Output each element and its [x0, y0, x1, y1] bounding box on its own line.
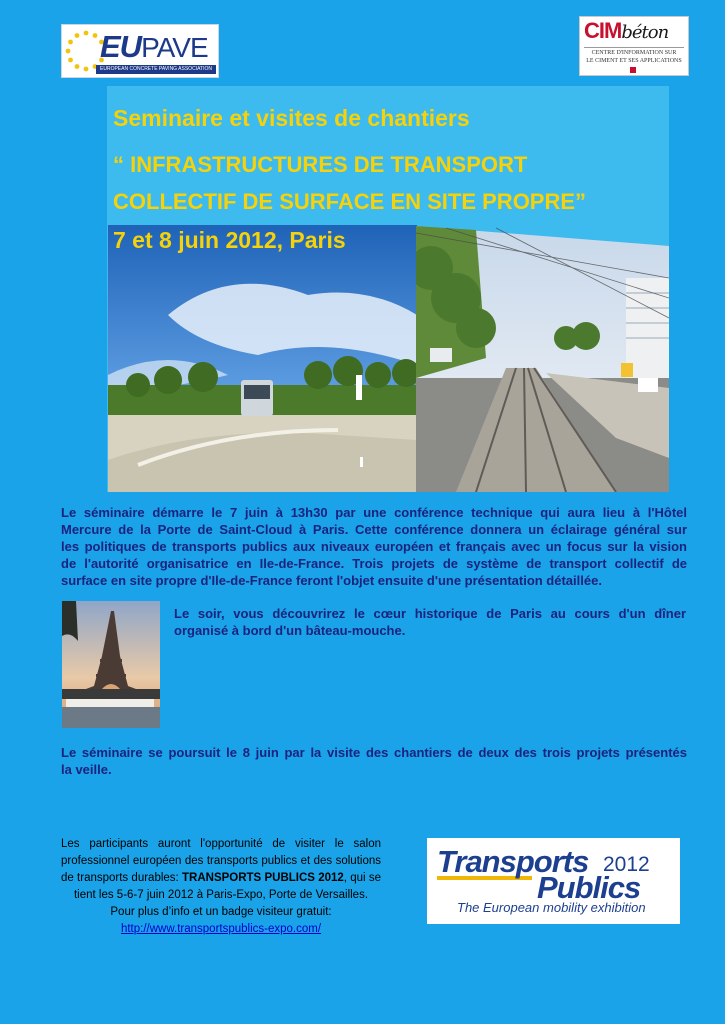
intro-line: Le séminaire démarre le 7 juin à 13h30 par une conférence technique qui aura lieu à l'Hôtel	[61, 505, 687, 520]
transports-publics-logo	[427, 838, 680, 924]
exhibition-line: tient les 5-6-7 juin 2012 à Paris-Expo, Porte de Versailles.	[73, 889, 369, 901]
exhibition-line: de transports durables: TRANSPORTS PUBLICS 2012, qui se	[61, 872, 381, 884]
logo-year: 2012	[603, 853, 650, 876]
logo-line-1: Transports	[437, 844, 589, 879]
seminar-title: Seminaire et visites de chantiers	[113, 105, 470, 131]
cimbeton-wordmark: CIMbéton	[584, 18, 669, 43]
site-visit-line: la veille.	[61, 762, 112, 777]
tramway-photo	[416, 208, 669, 492]
eupave-subtitle: EUROPEAN CONCRETE PAVING ASSOCIATION	[96, 65, 216, 74]
exhibition-info	[61, 836, 381, 938]
exhibition-line: Pour plus d’info et un badge visiteur gratuit:	[110, 906, 332, 918]
intro-paragraph	[61, 504, 687, 589]
exhibition-name: TRANSPORTS PUBLICS 2012	[182, 872, 344, 884]
intro-line: surface en site propre d'Ile-de-France feront l'objet ensuite d'une présentation détaillée.	[61, 573, 602, 588]
evening-line: Le soir, vous découvrirez le cœur historique de Paris au cours d'un dîner	[174, 606, 686, 621]
logo-line-2: Publics	[537, 870, 641, 905]
cimbeton-logo	[579, 16, 689, 76]
eiffel-tower-photo	[62, 601, 160, 728]
subtitle-line-1: “ INFRASTRUCTURES DE TRANSPORT	[113, 152, 528, 177]
evening-paragraph	[174, 605, 686, 639]
eupave-logo	[61, 24, 219, 78]
intro-line: les politiques de transports publics aux niveaux européen et français avec un focus sur la vision	[61, 539, 687, 554]
cimbeton-subtitle: CENTRE D'INFORMATION SUR LE CIMENT ET SES APPLICATIONS	[586, 50, 682, 64]
event-date: 7 et 8 juin 2012, Paris	[113, 227, 346, 253]
exhibition-line: professionnel européen des transports publics et des solutions	[61, 855, 381, 867]
eupave-wordmark: EUPAVE	[100, 29, 208, 64]
flag-icon	[630, 67, 636, 73]
intro-line: Mercure de la Porte de Saint-Cloud à Paris. Cette conférence donnera un éclairage général sur	[61, 522, 687, 537]
busway-photo	[108, 225, 417, 492]
evening-line: organisé à bord d'un bâteau-mouche.	[174, 623, 406, 638]
subtitle-line-2: COLLECTIF DE SURFACE EN SITE PROPRE”	[113, 189, 587, 214]
exhibition-link[interactable]: http://www.transportspublics-expo.com/	[120, 923, 322, 935]
cimbeton-divider	[584, 47, 684, 48]
site-visit-line: Le séminaire se poursuit le 8 juin par la visite des chantiers de deux des trois projets présentés	[61, 745, 687, 760]
logo-tagline: The European mobility exhibition	[457, 900, 646, 915]
exhibition-line: Les participants auront l'opportunité de visiter le salon	[61, 838, 381, 850]
site-visit-paragraph	[61, 744, 687, 778]
intro-line: de l'autorité organisatrice en Ile-de-France. Trois projets de système de transport collectif de	[61, 556, 687, 571]
